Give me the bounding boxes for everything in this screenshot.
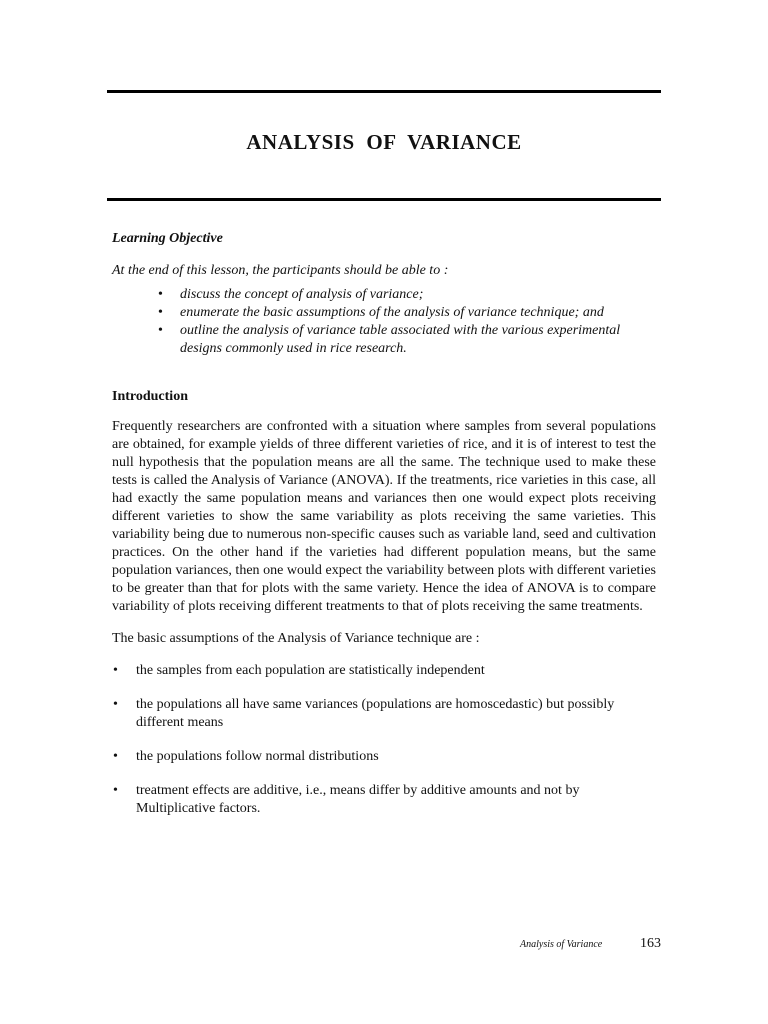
introduction-heading: Introduction [112,389,188,404]
page-number: 163 [640,936,661,951]
top-rule [107,90,661,93]
list-item: • the populations follow normal distributions [112,748,656,766]
list-item: • the populations all have same variances (populations are homoscedastic) but possibly different means [112,696,656,732]
list-item: • discuss the concept of analysis of variance; [158,286,656,304]
assumptions-list [112,662,656,818]
list-item: • treatment effects are additive, i.e., means differ by additive amounts and not by Multiplicative factors. [112,782,656,818]
list-item: • enumerate the basic assumptions of the analysis of variance technique; and [158,304,656,322]
list-item: • the samples from each population are statistically independent [112,662,656,680]
objectives-list [112,286,656,358]
introduction-paragraph: Frequently researchers are confronted with a situation where samples from several populations are obtained, for example yields of three different varieties of rice, and it is of interest to test the null hypothesis that the population means are all the same. The technique used to make these tests is called the Analysis of Variance (ANOVA). If the treatments, rice varieties in this case, all had exactly the same population means and variances then one would expect plots receiving different varieties to show the same variability as plots receiving the same varieties. This variability being due to numerous non-specific causes such as variable land, seed and cultivation practices. On the other hand if the varieties had different population means, but the same population variances, then one would expect the variability between plots with different varieties to be greater than that for plots with the same variety. Hence the idea of ANOVA is to compare variability of plots receiving different treatments to that of plots receiving the same treatments. [112,419,656,614]
bottom-rule [107,198,661,201]
assumptions-lead: The basic assumptions of the Analysis of Variance technique are : [112,631,480,646]
list-item: • outline the analysis of variance table associated with the various experimental designs commonly used in rice research. [158,322,656,358]
learning-objective-intro: At the end of this lesson, the participants should be able to : [112,263,449,278]
page-footer [520,936,661,952]
footer-title: Analysis of Variance [520,939,603,950]
content [112,230,656,834]
learning-objective-heading: Learning Objective [112,231,223,246]
page-title: ANALYSIS OF VARIANCE [246,130,522,154]
